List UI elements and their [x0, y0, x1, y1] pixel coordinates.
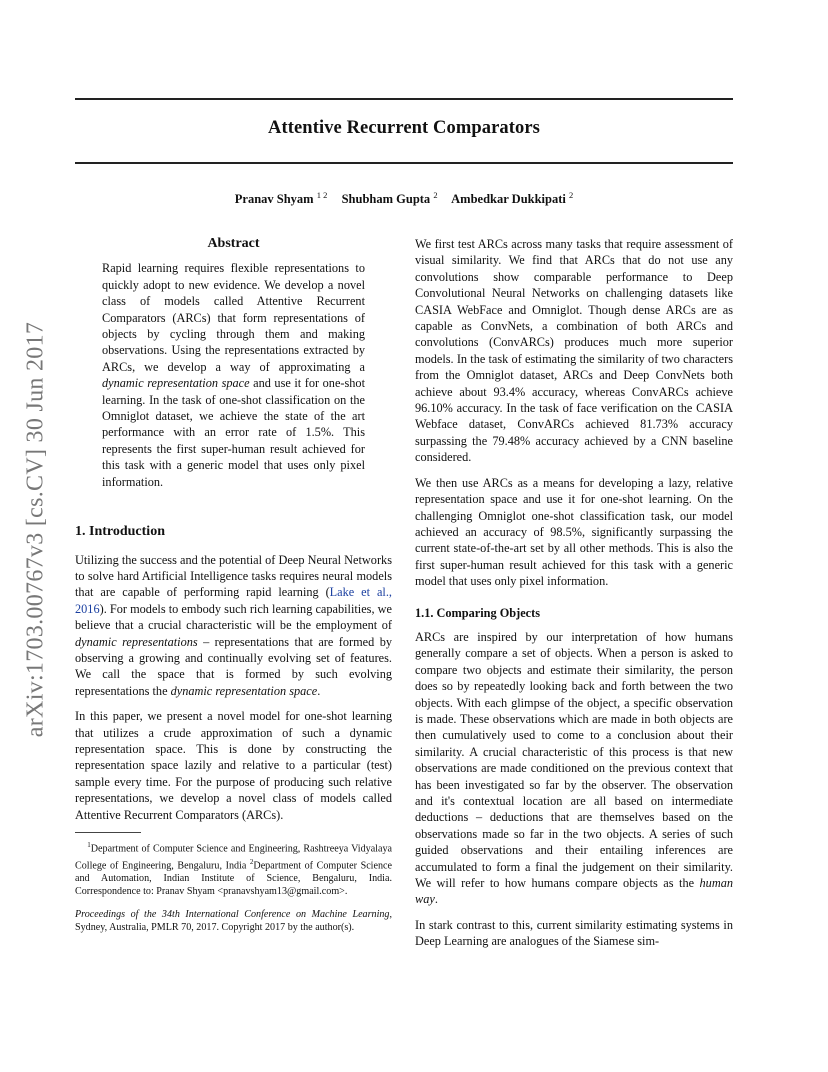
affiliation-footnote: $^1$Department of Computer Science and Engineering, Rashtreeya Vidyalaya College of Engineering, Bengaluru, India $^2$Department of Computer Science and Automation, Indian Institute of Science, Bengaluru, India. Correspondence to: Pranav Shyam <pranavshyam13@gmail.com>.: [75, 841, 392, 897]
intro-paragraph-2: In this paper, we present a novel model for one-shot learning that utilizes a crude approximation of such a dynamic representation space. This is done by constructing the representation space lazily and relative to a particular (test) sample every time. For the purpose of producing such relative representations, we develop a novel class of models called Attentive Recurrent Comparators (ARCs).: [75, 709, 392, 822]
section-heading-introduction: 1. Introduction: [75, 524, 165, 540]
right-paragraph-3: ARCs are inspired by our interpretation of how humans generally compare a set of objects. When a person is asked to compare two objects and estimate their similarity, the person does so by repeatedly looking back and forth between the two objects. With each glimpse of the object, a specific observation is made. These observations which are made in both objects are then cumulatively used to come to a conclusion about their similarity. A crucial characteristic of this process is that new observations are made conditioned on the previous context that has been investigated so far by the observer. The observation and it's contextual location are all based on intermediate deductions – deductions that are themselves based on the observations made so far in the two objects. A series of such guided observations and their entailing inferences are accumulated to form a final the judgement on their similarity. We will refer to how humans compare objects as the human way.: [415, 629, 733, 907]
author-affiliation: 1 2: [316, 190, 328, 200]
author-affiliation: 2: [433, 190, 438, 200]
author-name: Ambedkar Dukkipati: [451, 192, 566, 207]
author-name: Pranav Shyam: [234, 192, 314, 207]
right-paragraph-4: In stark contrast to this, current similarity estimating systems in Deep Learning are analogues of the Siamese sim-: [415, 917, 733, 949]
left-column: [75, 236, 392, 934]
paper-title: Attentive Recurrent Comparators: [268, 118, 540, 138]
intro-paragraph-1: Utilizing the success and the potential of Deep Neural Networks to solve hard Artificial Intelligence tasks requires neural models that are capable of performing rapid learning (Lake et al., 2016). For models to embody such rich learning capabilities, we believe that a crucial characteristic will be the employment of dynamic representations – representations that are formed by observing a growing and continually evolving set of features. We call the space that is formed by such evolving representations the dynamic representation space.: [75, 552, 392, 698]
arxiv-stamp: arXiv:1703.00767v3 [cs.CV] 30 Jun 2017: [22, 321, 49, 738]
citation-link[interactable]: Lake et al., 2016: [75, 585, 392, 616]
author-list: [75, 190, 733, 207]
right-paragraph-1: We first test ARCs across many tasks that require assessment of visual similarity. We find that ARCs that do not use any convolutions show comparable performance to Deep Convolutional Neural Networks on challenging datasets like CASIA WebFace and Omniglot. Though dense ARCs are as capable as ConvNets, a combination of both ARCs and convolutions (ConvARCs) produces much more superior models. In the task of estimating the similarity of two characters from the Omniglot dataset, ARCs and Deep ConvNets both achieve about 93.4% accuracy, whereas ConvARCs achieve 96.10% accuracy. In the task of face verification on the CASIA Webface dataset, ConvARCs achieved 81.73% accuracy surpassing the 79.48% accuracy achieved by a CNN baseline considered.: [415, 237, 733, 465]
author-affiliation: 2: [568, 190, 574, 200]
author-name: Shubham Gupta: [341, 192, 431, 207]
title-rule-bottom: [75, 162, 733, 164]
abstract-heading: Abstract: [207, 236, 260, 251]
right-column: [415, 236, 733, 959]
abstract-text: Rapid learning requires flexible representations to quickly adopt to new evidence. We develop a novel class of models called Attentive Recurrent Comparators (ARCs) that form representations of objects by cycling through them and making observations. Using the representations extracted by ARCs, we develop a way of approximating a dynamic representation space and use it for one-shot learning. In the task of one-shot classification on the Omniglot dataset, we achieve the state of the art performance with an error rate of 1.5%. This represents the first super-human result achieved for this task with a generic model that uses only pixel information.: [102, 261, 365, 489]
proceedings-note: Proceedings of the 34th International Conference on Machine Learning, Sydney, Australia, PMLR 70, 2017. Copyright 2017 by the author(s).: [75, 909, 392, 933]
subsection-heading-comparing-objects: 1.1. Comparing Objects: [415, 605, 541, 620]
right-paragraph-2: We then use ARCs as a means for developing a lazy, relative representation space and use it for one-shot learning. On the challenging Omniglot one-shot classification task, our model achieved an accuracy of 98.5%, significantly surpassing the current state-of-the-art set by all other methods. This is also the first super-human result achieved for this task with a generic model that uses only pixel information.: [415, 475, 733, 589]
footnote-rule: [75, 832, 141, 833]
title-rule-top: [75, 98, 733, 100]
